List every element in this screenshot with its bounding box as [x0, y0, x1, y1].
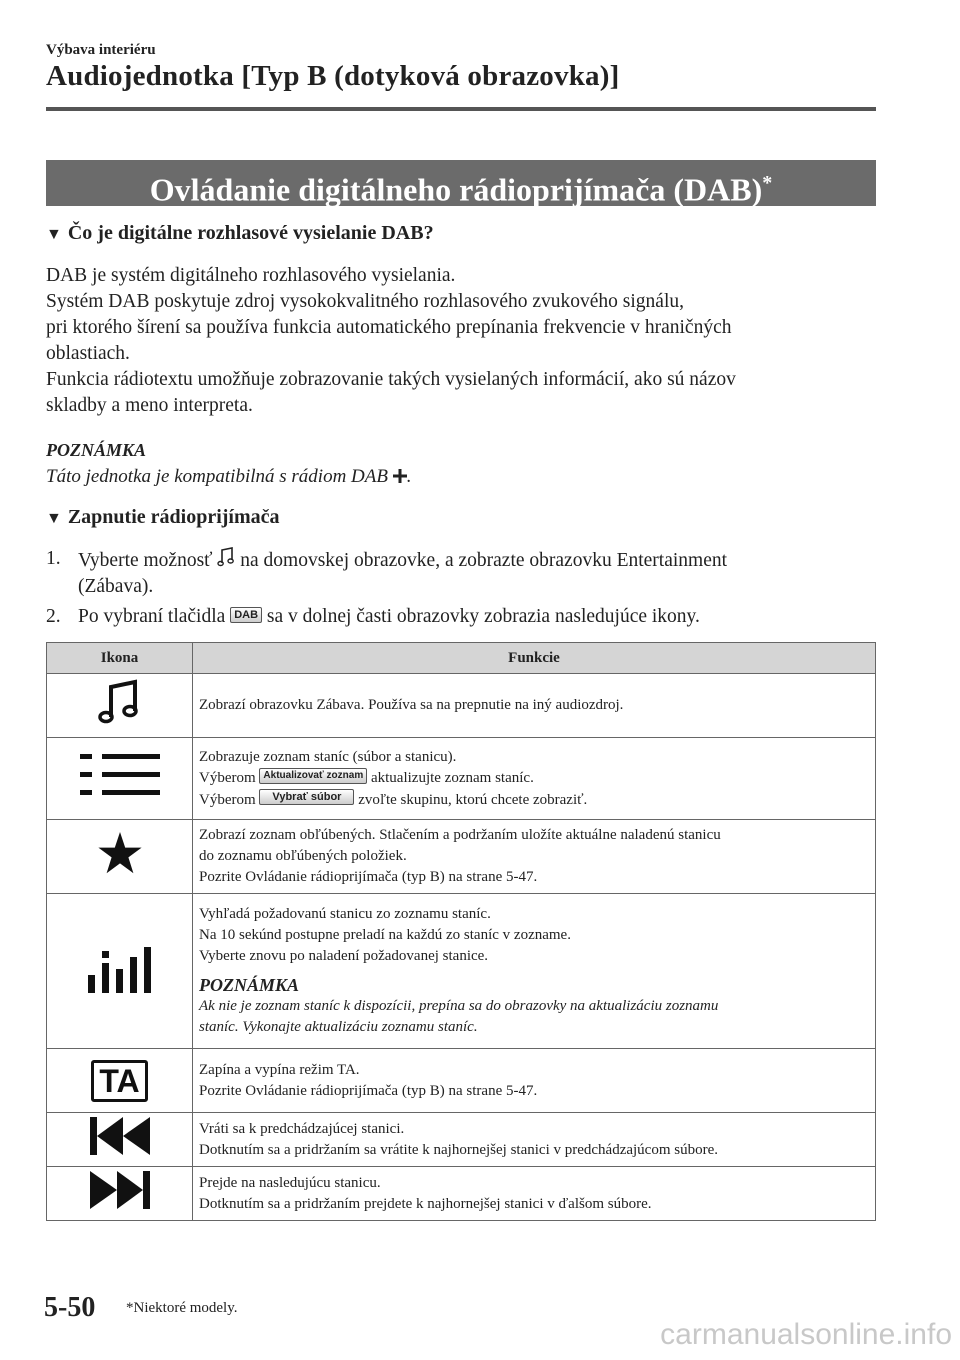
table-row [47, 674, 876, 738]
row-note-text: staníc. Vykonajte aktualizáciu zoznamu staníc. [199, 1019, 478, 1035]
intro-line: skladby a meno interpreta. [46, 395, 253, 416]
step-number: 2. [46, 606, 61, 627]
triangle-icon: ▼ [46, 226, 62, 243]
banner-asterisk: * [762, 172, 773, 194]
step-2-text-b: sa v dolnej časti obrazovky zobrazia nasledujúce ikony. [266, 606, 700, 627]
step-1-text-b: na domovskej obrazovke, a zobrazte obrazovku Entertainment [240, 550, 728, 571]
footnote: *Niektoré modely. [126, 1300, 238, 1316]
row-description: Zobrazí zoznam obľúbených. Stlačením a podržaním uložíte aktuálne naladenú stanicu [199, 827, 721, 843]
skip-back-icon [90, 1143, 150, 1159]
music-note-icon [217, 550, 235, 571]
intro-paragraph [46, 263, 876, 419]
column-header-function: Funkcie [193, 643, 876, 674]
intro-line: pri ktorého šírení sa používa funkcia automatického prepínania frekvencie v hraničných [46, 317, 732, 338]
table-row [47, 820, 876, 894]
icon-table [46, 642, 876, 1221]
heading-what-is-dab-text: Čo je digitálne rozhlasové vysielanie DAB? [67, 222, 434, 244]
step-2-text-a: Po vybraní tlačidla [78, 606, 226, 627]
table-row [47, 894, 876, 1049]
note-heading: POZNÁMKA [46, 440, 147, 460]
row-description: Výberom [199, 769, 256, 786]
row-description: Na 10 sekúnd postupne preladí na každú zo staníc v zozname. [199, 927, 571, 943]
select-ensemble-button: Vybrať súbor [259, 789, 354, 805]
row-description: Zobrazuje zoznam staníc (súbor a stanicu). [199, 748, 457, 765]
intro-line: Systém DAB poskytuje zdroj vysokokvalitného rozhlasového zvukového signálu, [46, 291, 684, 312]
intro-line: oblastiach. [46, 343, 130, 364]
music-note-icon [98, 713, 142, 729]
list-icon [80, 788, 160, 804]
row-note-heading: POZNÁMKA [199, 975, 300, 995]
step-1-text-c: (Zábava). [78, 576, 154, 597]
page-title: Audiojednotka [Typ B (dotyková obrazovka)] [46, 60, 620, 92]
table-header-row [47, 643, 876, 674]
step-number: 1. [46, 548, 61, 569]
note-text [46, 466, 411, 488]
skip-forward-icon [90, 1197, 150, 1213]
update-list-button: Aktualizovať zoznam [259, 768, 367, 784]
star-icon [98, 862, 142, 878]
page-number: 5-50 [44, 1292, 96, 1323]
row-description: Vyberte znovu po naladení požadovanej stanice. [199, 948, 489, 964]
row-description: zvoľte skupinu, ktorú chcete zobraziť. [358, 791, 588, 808]
dab-button: DAB [230, 607, 262, 623]
banner-title: Ovládanie digitálneho rádioprijímača (DAB) [149, 171, 763, 208]
dab-plus-icon [393, 466, 407, 487]
row-note-text: Ak nie je zoznam staníc k dispozícii, prepína sa do obrazovky na aktualizáciu zoznamu [199, 998, 719, 1014]
triangle-icon: ▼ [46, 510, 62, 527]
heading-turn-on [46, 506, 280, 529]
row-description: Dotknutím sa a pridržaním sa vrátite k najhornejšej stanici v predchádzajúcom súbore. [199, 1141, 719, 1158]
step-1-text-a: Vyberte možnosť [78, 550, 213, 571]
table-row [47, 1167, 876, 1221]
row-description: Vyhľadá požadovanú stanicu zo zoznamu staníc. [199, 906, 491, 922]
table-row [47, 1113, 876, 1167]
row-description: Výberom [199, 791, 256, 808]
watermark: carmanualsonline.info [660, 1318, 952, 1351]
section-banner [46, 160, 876, 206]
note-text-body: Táto jednotka je kompatibilná s rádiom DAB [46, 466, 388, 487]
row-description: Prejde na nasledujúcu stanicu. [199, 1174, 381, 1191]
note-text-end: . [406, 466, 412, 487]
table-row [47, 738, 876, 820]
row-description: Zapína a vypína režim TA. [199, 1061, 360, 1078]
title-rule [46, 107, 876, 111]
heading-what-is-dab [46, 222, 434, 245]
column-header-icon: Ikona [47, 643, 193, 674]
intro-line: DAB je systém digitálneho rozhlasového vysielania. [46, 265, 456, 286]
row-description: aktualizujte zoznam staníc. [370, 769, 534, 786]
row-description: do zoznamu obľúbených položiek. [199, 848, 407, 864]
section-subtitle: Výbava interiéru [46, 42, 156, 58]
heading-turn-on-text: Zapnutie rádioprijímača [67, 506, 280, 528]
intro-line: Funkcia rádiotextu umožňuje zobrazovanie takých vysielaných informácií, ako sú názov [46, 369, 736, 390]
ta-icon: TA [91, 1060, 147, 1102]
row-description: Dotknutím sa a pridržaním prejdete k najhornejšej stanici v ďalšom súbore. [199, 1195, 652, 1212]
row-description: Zobrazí obrazovku Zábava. Používa sa na prepnutie na iný audiozdroj. [193, 674, 876, 738]
row-description: Pozrite Ovládanie rádioprijímača (typ B) na strane 5-47. [199, 869, 538, 885]
step-2 [46, 604, 876, 630]
table-row [47, 1049, 876, 1113]
row-description: Vráti sa k predchádzajúcej stanici. [199, 1120, 405, 1137]
scan-icon [88, 981, 152, 997]
step-1 [46, 546, 876, 600]
row-description: Pozrite Ovládanie rádioprijímača (typ B) na strane 5-47. [199, 1082, 538, 1099]
